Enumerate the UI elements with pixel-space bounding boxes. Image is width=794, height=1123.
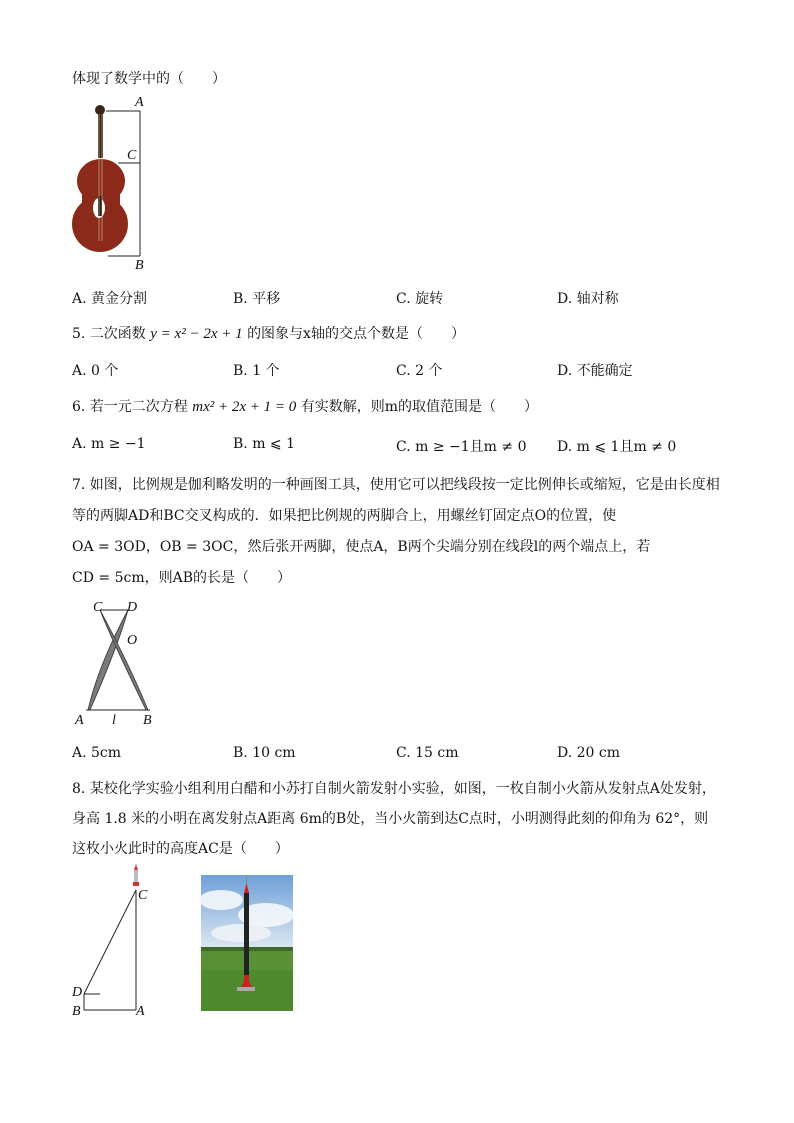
q5-option-a[interactable]: A. 0 个 bbox=[72, 363, 119, 379]
compass-label-a: A bbox=[75, 713, 84, 728]
q4-option-b[interactable]: B. 平移 bbox=[233, 291, 281, 307]
q4-option-d[interactable]: D. 轴对称 bbox=[557, 291, 619, 307]
q7-option-c[interactable]: C. 15 cm bbox=[396, 745, 459, 761]
q6-option-d[interactable]: D. m ⩽ 1且m ≠ 0 bbox=[557, 439, 677, 455]
q7-line-1: 7. 如图，比例规是伽利略发明的一种画图工具，使用它可以把线段按一定比例伸长或缩短，它是由长度相 bbox=[72, 477, 720, 493]
q5-equation: y = x² − 2x + 1 bbox=[150, 326, 243, 342]
q8-line-1: 8. 某校化学实验小组利用白醋和小苏打自制火箭发射小实验，如图，一枚自制小火箭从发射点A处发射， bbox=[72, 781, 716, 797]
triangle-label-c: C bbox=[138, 888, 148, 903]
compass-label-c: C bbox=[93, 600, 103, 615]
q6-option-a[interactable]: A. m ≥ −1 bbox=[72, 436, 146, 452]
q5-option-c[interactable]: C. 2 个 bbox=[396, 363, 443, 379]
q7-line-2: 等的两脚AD和BC交叉构成的．如果把比例规的两脚合上，用螺丝钉固定点O的位置，使 bbox=[72, 508, 617, 524]
q5-number: 5. bbox=[72, 326, 86, 342]
q7-option-b[interactable]: B. 10 cm bbox=[233, 745, 296, 761]
q6-stem bbox=[72, 396, 538, 416]
compass-label-l: l bbox=[112, 713, 116, 728]
q4-option-c[interactable]: C. 旋转 bbox=[396, 291, 444, 307]
q6-option-c[interactable]: C. m ≥ −1且m ≠ 0 bbox=[396, 439, 527, 455]
q5-text-after: 的图象与x轴的交点个数是（ ） bbox=[247, 326, 465, 342]
triangle-label-a: A bbox=[136, 1004, 145, 1019]
q7-option-a[interactable]: A. 5cm bbox=[72, 745, 122, 761]
q6-text-after: 有实数解，则m的取值范围是（ ） bbox=[300, 399, 539, 415]
q6-option-b[interactable]: B. m ⩽ 1 bbox=[233, 436, 296, 452]
compass-label-b: B bbox=[143, 713, 152, 728]
q5-text-before: 二次函数 bbox=[89, 326, 146, 342]
q7-line-3: OA = 3OD，OB = 3OC，然后张开两脚，使点A，B两个尖端分别在线段l的两个端点上，若 bbox=[72, 539, 651, 555]
triangle-label-d: D bbox=[72, 985, 83, 1000]
compass-label-o: O bbox=[127, 633, 138, 648]
q6-text-before: 若一元二次方程 bbox=[89, 399, 188, 415]
q5-stem bbox=[72, 323, 465, 343]
triangle-label-b: B bbox=[72, 1004, 81, 1019]
q5-option-b[interactable]: B. 1 个 bbox=[233, 363, 280, 379]
cello-label-a: A bbox=[135, 95, 144, 110]
q5-option-d[interactable]: D. 不能确定 bbox=[557, 363, 633, 379]
cello-label-c: C bbox=[127, 148, 137, 163]
cello-label-b: B bbox=[135, 258, 144, 273]
q7-line-4: CD = 5cm，则AB的长是（ ） bbox=[72, 570, 291, 586]
q6-equation: mx² + 2x + 1 = 0 bbox=[192, 399, 297, 415]
q6-number: 6. bbox=[72, 399, 86, 415]
q4-option-a[interactable]: A. 黄金分割 bbox=[72, 291, 148, 307]
q4-stem: 体现了数学中的（ ） bbox=[72, 71, 226, 87]
q8-line-2: 身高 1.8 米的小明在离发射点A距离 6m的B处，当小火箭到达C点时，小明测得此刻的仰角为 62°，则 bbox=[72, 811, 709, 827]
q7-option-d[interactable]: D. 20 cm bbox=[557, 745, 621, 761]
q8-line-3: 这枚小火此时的高度AC是（ ） bbox=[72, 841, 289, 857]
compass-label-d: D bbox=[127, 600, 138, 615]
